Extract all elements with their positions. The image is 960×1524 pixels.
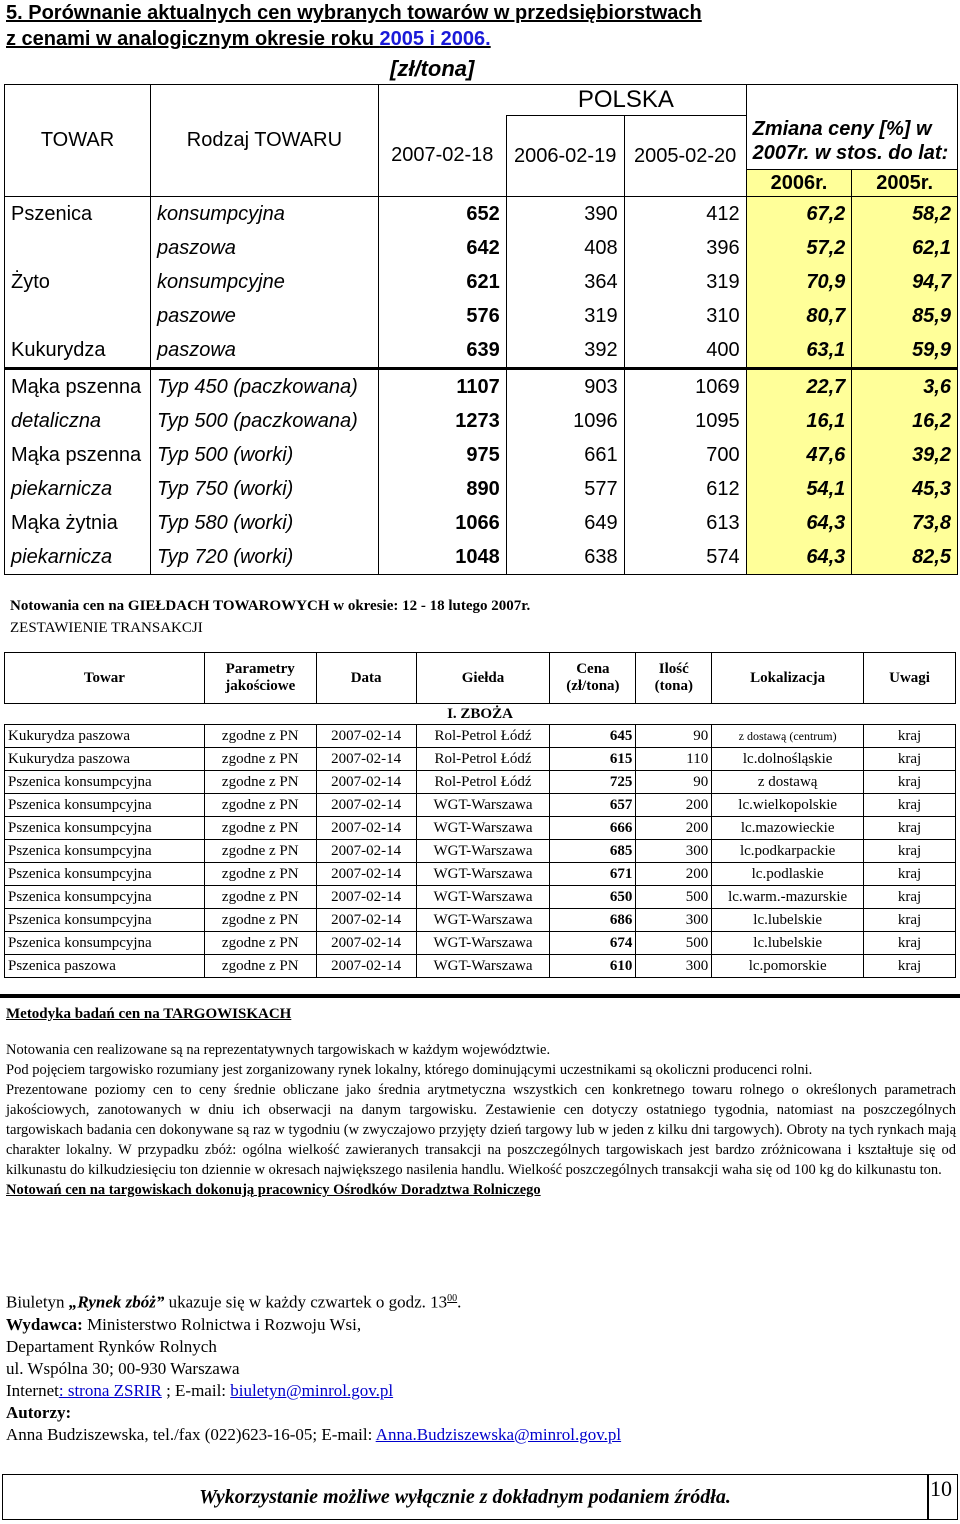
price-cell-v2: 390 [506, 197, 624, 232]
price-cell-c1: 22,7 [746, 369, 852, 405]
price-row [5, 369, 958, 405]
th-gielda: Giełda [416, 653, 550, 704]
price-cell-c1: 57,2 [746, 231, 852, 265]
transactions-heading: ZESTAWIENIE TRANSAKCJI [10, 620, 203, 636]
price-cell-v2: 903 [506, 369, 624, 405]
transaction-cell-gielda: WGT-Warszawa [416, 863, 550, 886]
price-cell-v2: 638 [506, 540, 624, 575]
price-cell-towar: Mąka pszenna [5, 438, 151, 472]
transaction-row [5, 748, 956, 771]
price-cell-towar [5, 299, 151, 333]
price-row [5, 472, 958, 506]
price-cell-c1: 54,1 [746, 472, 852, 506]
price-cell-towar: piekarnicza [5, 540, 151, 575]
transaction-cell-data: 2007-02-14 [316, 909, 416, 932]
price-cell-c2: 39,2 [852, 438, 958, 472]
transaction-cell-towar: Pszenica konsumpcyjna [5, 794, 205, 817]
transaction-cell-lok: lc.lubelskie [712, 909, 864, 932]
price-cell-c1: 80,7 [746, 299, 852, 333]
price-row [5, 333, 958, 369]
transaction-cell-lok: lc.warm.-mazurskie [712, 886, 864, 909]
transaction-cell-data: 2007-02-14 [316, 794, 416, 817]
methodology-title: Metodyka badań cen na TARGOWISKACH [6, 1006, 292, 1022]
price-cell-v3: 613 [624, 506, 746, 540]
transaction-cell-ilosc: 200 [636, 817, 712, 840]
price-cell-c2: 82,5 [852, 540, 958, 575]
transaction-cell-param: zgodne z PN [204, 909, 316, 932]
transaction-cell-towar: Pszenica konsumpcyjna [5, 817, 205, 840]
divider [0, 994, 960, 998]
title-line-1: 5. Porównanie aktualnych cen wybranych towarów w przedsiębiorstwach [6, 2, 702, 24]
col-date-2: 2006-02-19 [506, 116, 624, 197]
col-change: Zmiana ceny [%] w 2007r. w stos. do lat: [746, 116, 957, 170]
transaction-cell-uwagi: kraj [864, 863, 956, 886]
price-cell-towar: detaliczna [5, 404, 151, 438]
publisher-info [6, 1288, 621, 1446]
price-cell-c2: 3,6 [852, 369, 958, 405]
transaction-cell-lok: lc.podlaskie [712, 863, 864, 886]
transaction-cell-gielda: Rol-Petrol Łódź [416, 771, 550, 794]
price-cell-rodzaj: konsumpcyjna [150, 197, 378, 232]
th-towar: Towar [5, 653, 205, 704]
transaction-cell-ilosc: 200 [636, 794, 712, 817]
transaction-cell-cena: 650 [550, 886, 636, 909]
transaction-cell-gielda: WGT-Warszawa [416, 909, 550, 932]
col-date-3: 2005-02-20 [624, 116, 746, 197]
price-cell-v3: 400 [624, 333, 746, 369]
methodology-text [6, 1040, 956, 1200]
price-cell-c1: 64,3 [746, 506, 852, 540]
price-cell-v3: 310 [624, 299, 746, 333]
transaction-cell-cena: 610 [550, 955, 636, 978]
transaction-cell-cena: 615 [550, 748, 636, 771]
price-cell-v2: 408 [506, 231, 624, 265]
col-rodzaj: Rodzaj TOWARU [150, 85, 378, 197]
transactions-table [4, 652, 956, 978]
price-row [5, 265, 958, 299]
transaction-cell-lok: z dostawą (centrum) [712, 725, 864, 748]
price-cell-rodzaj: Typ 720 (worki) [150, 540, 378, 575]
transaction-cell-gielda: WGT-Warszawa [416, 886, 550, 909]
transaction-cell-ilosc: 500 [636, 932, 712, 955]
price-row [5, 438, 958, 472]
price-cell-rodzaj: Typ 500 (paczkowana) [150, 404, 378, 438]
transaction-cell-cena: 674 [550, 932, 636, 955]
transaction-cell-param: zgodne z PN [204, 794, 316, 817]
transaction-cell-data: 2007-02-14 [316, 725, 416, 748]
price-cell-v3: 412 [624, 197, 746, 232]
transaction-cell-param: zgodne z PN [204, 771, 316, 794]
price-cell-v1: 1066 [378, 506, 506, 540]
col-2006: 2006r. [746, 170, 852, 197]
price-cell-c1: 63,1 [746, 333, 852, 369]
address-line: ul. Wspólna 30; 00-930 Warszawa [6, 1358, 240, 1378]
price-cell-v1: 652 [378, 197, 506, 232]
transaction-cell-lok: z dostawą [712, 771, 864, 794]
transaction-cell-cena: 645 [550, 725, 636, 748]
transaction-cell-gielda: Rol-Petrol Łódź [416, 748, 550, 771]
transaction-cell-param: zgodne z PN [204, 725, 316, 748]
transaction-cell-uwagi: kraj [864, 771, 956, 794]
internet-line: Internet: strona ZSRIR ; E-mail: biuletyn@minrol.gov.pl [6, 1380, 394, 1400]
price-cell-rodzaj: Typ 500 (worki) [150, 438, 378, 472]
transaction-cell-cena: 671 [550, 863, 636, 886]
price-cell-v2: 661 [506, 438, 624, 472]
transaction-row [5, 840, 956, 863]
price-cell-rodzaj: paszowa [150, 231, 378, 265]
transaction-cell-lok: lc.wielkopolskie [712, 794, 864, 817]
methodology-p3: Prezentowane poziomy cen to ceny średnie obliczane jako średnia arytmetyczna wszystkich cen konkretnego towaru rolnego o określonych parametrach jakościowych, zanotowanych w dniu ich obserwacji na danym targowisku. Zestawienie cen dotyczy ostatniego tygodnia, natomiast na poszczególnych targowiskach badania cen dokonywane są raz w tygodniu (w zwyczajowo przyjęty dzień targowy lub w jeden z kilku dni targowych). Obroty na tych rynkach mają charakter lokalny. W przypadku zbóż: ogólna wielkość zawieranych transakcji na poszczególnych targowiskach jest bardzo zróżnicowana i kształtuje się od kilkunastu do kilkudziesięciu ton dziennie w okresach największego nasilenia handlu. Wielkość poszczególnych transakcji waha się od 100 kg do kilkunastu ton. [6, 1082, 956, 1178]
transaction-cell-ilosc: 500 [636, 886, 712, 909]
methodology-p4: Notowań cen na targowiskach dokonują pracownicy Ośrodków Doradztwa Rolniczego [6, 1182, 541, 1198]
bulletin-line: Biuletyn „Rynek zbóż” ukazuje się w każdy czwartek o godz. $13^{00}$. [6, 1292, 462, 1312]
transaction-cell-param: zgodne z PN [204, 886, 316, 909]
price-cell-c2: 94,7 [852, 265, 958, 299]
transaction-cell-ilosc: 300 [636, 955, 712, 978]
price-cell-c2: 85,9 [852, 299, 958, 333]
transaction-cell-cena: 666 [550, 817, 636, 840]
transaction-cell-param: zgodne z PN [204, 817, 316, 840]
footer-text: Wykorzystanie możliwe wyłącznie z dokładnym podaniem źródła. [199, 1486, 731, 1508]
price-cell-v2: 649 [506, 506, 624, 540]
price-cell-v1: 642 [378, 231, 506, 265]
section-title [6, 0, 702, 52]
authors-label: Autorzy: [6, 1402, 72, 1422]
price-cell-v2: 577 [506, 472, 624, 506]
price-cell-c2: 58,2 [852, 197, 958, 232]
price-cell-c2: 62,1 [852, 231, 958, 265]
transaction-cell-data: 2007-02-14 [316, 840, 416, 863]
transaction-row [5, 863, 956, 886]
price-cell-c1: 47,6 [746, 438, 852, 472]
transaction-cell-data: 2007-02-14 [316, 932, 416, 955]
price-row [5, 404, 958, 438]
price-cell-v3: 396 [624, 231, 746, 265]
title-line-2: z cenami w analogicznym okresie roku 2005 i 2006. [6, 28, 491, 50]
price-cell-rodzaj: konsumpcyjne [150, 265, 378, 299]
transaction-cell-gielda: WGT-Warszawa [416, 840, 550, 863]
th-uwagi: Uwagi [864, 653, 956, 704]
price-cell-c2: 73,8 [852, 506, 958, 540]
transaction-cell-uwagi: kraj [864, 840, 956, 863]
price-cell-v1: 975 [378, 438, 506, 472]
transaction-cell-ilosc: 90 [636, 771, 712, 794]
col-polska: POLSKA [506, 85, 746, 116]
price-row [5, 506, 958, 540]
transaction-cell-cena: 685 [550, 840, 636, 863]
transaction-cell-uwagi: kraj [864, 725, 956, 748]
price-cell-v1: 639 [378, 333, 506, 369]
price-cell-v3: 319 [624, 265, 746, 299]
transaction-cell-uwagi: kraj [864, 909, 956, 932]
th-data: Data [316, 653, 416, 704]
transaction-row [5, 909, 956, 932]
transaction-cell-lok: lc.mazowieckie [712, 817, 864, 840]
price-cell-v1: 1273 [378, 404, 506, 438]
price-cell-c2: 59,9 [852, 333, 958, 369]
price-cell-c1: 16,1 [746, 404, 852, 438]
methodology-p1: Notowania cen realizowane są na reprezentatywnych targowiskach w każdym województwie. [6, 1042, 551, 1058]
transaction-row [5, 886, 956, 909]
transaction-cell-cena: 657 [550, 794, 636, 817]
price-cell-v1: 1048 [378, 540, 506, 575]
page-number: 10 [930, 1476, 952, 1501]
transaction-cell-ilosc: 300 [636, 909, 712, 932]
transaction-cell-towar: Pszenica konsumpcyjna [5, 863, 205, 886]
price-row [5, 299, 958, 333]
price-cell-v1: 890 [378, 472, 506, 506]
th-lokalizacja: Lokalizacja [712, 653, 864, 704]
price-cell-v3: 574 [624, 540, 746, 575]
transaction-cell-param: zgodne z PN [204, 840, 316, 863]
transaction-cell-param: zgodne z PN [204, 863, 316, 886]
price-cell-towar [5, 231, 151, 265]
price-cell-v2: 1096 [506, 404, 624, 438]
price-cell-towar: piekarnicza [5, 472, 151, 506]
price-cell-c2: 16,2 [852, 404, 958, 438]
zsrir-link[interactable]: : strona ZSRIR [58, 1380, 162, 1400]
price-cell-towar: Kukurydza [5, 333, 151, 369]
transaction-cell-data: 2007-02-14 [316, 863, 416, 886]
price-row [5, 540, 958, 575]
transaction-cell-uwagi: kraj [864, 886, 956, 909]
price-cell-c1: 64,3 [746, 540, 852, 575]
exchange-note: Notowania cen na GIEŁDACH TOWAROWYCH w okresie: 12 - 18 lutego 2007r. [10, 598, 531, 614]
transaction-cell-ilosc: 300 [636, 840, 712, 863]
transaction-cell-cena: 725 [550, 771, 636, 794]
price-row [5, 197, 958, 232]
price-cell-rodzaj: Typ 750 (worki) [150, 472, 378, 506]
transaction-cell-data: 2007-02-14 [316, 955, 416, 978]
price-cell-v2: 364 [506, 265, 624, 299]
col-towar: TOWAR [5, 85, 151, 197]
price-cell-v3: 1069 [624, 369, 746, 405]
price-cell-v2: 319 [506, 299, 624, 333]
transaction-cell-uwagi: kraj [864, 794, 956, 817]
transaction-cell-data: 2007-02-14 [316, 771, 416, 794]
transaction-cell-towar: Pszenica paszowa [5, 955, 205, 978]
transaction-row [5, 794, 956, 817]
author-line: Anna Budziszewska, tel./fax (022)623-16-05; E-mail: Anna.Budziszewska@minrol.gov.pl [6, 1424, 622, 1444]
price-cell-c2: 45,3 [852, 472, 958, 506]
price-cell-towar: Mąka żytnia [5, 506, 151, 540]
th-cena: Cena (zł/tona) [550, 653, 636, 704]
price-cell-towar: Mąka pszenna [5, 369, 151, 405]
transaction-cell-gielda: WGT-Warszawa [416, 955, 550, 978]
publisher-line: Wydawca: Ministerstwo Rolnictwa i Rozwoju Wsi, [6, 1314, 362, 1334]
price-cell-v3: 1095 [624, 404, 746, 438]
price-table [4, 84, 958, 575]
transaction-cell-data: 2007-02-14 [316, 886, 416, 909]
transaction-row [5, 932, 956, 955]
th-param: Parametry jakościowe [204, 653, 316, 704]
price-cell-c1: 67,2 [746, 197, 852, 232]
transaction-cell-param: zgodne z PN [204, 932, 316, 955]
transaction-cell-data: 2007-02-14 [316, 817, 416, 840]
author-email-link[interactable]: Anna.Budziszewska@minrol.gov.pl [375, 1424, 622, 1444]
col-date-1: 2007-02-18 [378, 116, 506, 197]
price-cell-rodzaj: Typ 580 (worki) [150, 506, 378, 540]
transaction-cell-uwagi: kraj [864, 748, 956, 771]
transaction-cell-lok: lc.dolnośląskie [712, 748, 864, 771]
transaction-row [5, 817, 956, 840]
transaction-cell-uwagi: kraj [864, 932, 956, 955]
transaction-cell-cena: 686 [550, 909, 636, 932]
transaction-cell-param: zgodne z PN [204, 955, 316, 978]
transaction-cell-towar: Pszenica konsumpcyjna [5, 886, 205, 909]
transaction-row [5, 955, 956, 978]
department-line: Departament Rynków Rolnych [6, 1336, 217, 1356]
transaction-cell-gielda: WGT-Warszawa [416, 794, 550, 817]
price-cell-v1: 1107 [378, 369, 506, 405]
transaction-cell-towar: Pszenica konsumpcyjna [5, 909, 205, 932]
transaction-cell-ilosc: 90 [636, 725, 712, 748]
methodology-p2: Pod pojęciem targowisko rozumiany jest zorganizowany rynek lokalny, którego dominującymi uczestnikami są okoliczni producenci rolni. [6, 1062, 813, 1078]
transaction-cell-lok: lc.pomorskie [712, 955, 864, 978]
transaction-cell-towar: Pszenica konsumpcyjna [5, 840, 205, 863]
th-ilosc: Ilość (tona) [636, 653, 712, 704]
transaction-cell-gielda: WGT-Warszawa [416, 932, 550, 955]
transaction-cell-towar: Kukurydza paszowa [5, 725, 205, 748]
price-cell-rodzaj: Typ 450 (paczkowana) [150, 369, 378, 405]
transaction-cell-ilosc: 110 [636, 748, 712, 771]
price-row [5, 231, 958, 265]
price-cell-v3: 700 [624, 438, 746, 472]
price-cell-rodzaj: paszowe [150, 299, 378, 333]
price-cell-v1: 621 [378, 265, 506, 299]
price-cell-v1: 576 [378, 299, 506, 333]
transaction-cell-gielda: Rol-Petrol Łódź [416, 725, 550, 748]
transaction-cell-uwagi: kraj [864, 817, 956, 840]
price-cell-v3: 612 [624, 472, 746, 506]
transaction-cell-towar: Pszenica konsumpcyjna [5, 771, 205, 794]
transaction-cell-ilosc: 200 [636, 863, 712, 886]
price-cell-towar: Żyto [5, 265, 151, 299]
col-2005: 2005r. [852, 170, 958, 197]
transaction-cell-towar: Kukurydza paszowa [5, 748, 205, 771]
transaction-cell-data: 2007-02-14 [316, 748, 416, 771]
price-cell-rodzaj: paszowa [150, 333, 378, 369]
unit-label: [zł/tona] [390, 56, 475, 81]
transaction-cell-lok: lc.podkarpackie [712, 840, 864, 863]
group-zboza: I. ZBOŻA [5, 704, 956, 725]
transaction-cell-towar: Pszenica konsumpcyjna [5, 932, 205, 955]
transaction-cell-gielda: WGT-Warszawa [416, 817, 550, 840]
transaction-row [5, 725, 956, 748]
transaction-row [5, 771, 956, 794]
transaction-cell-uwagi: kraj [864, 955, 956, 978]
transaction-cell-param: zgodne z PN [204, 748, 316, 771]
price-cell-c1: 70,9 [746, 265, 852, 299]
bulletin-email-link[interactable]: biuletyn@minrol.gov.pl [230, 1380, 394, 1400]
price-cell-towar: Pszenica [5, 197, 151, 232]
price-cell-v2: 392 [506, 333, 624, 369]
transaction-cell-lok: lc.lubelskie [712, 932, 864, 955]
